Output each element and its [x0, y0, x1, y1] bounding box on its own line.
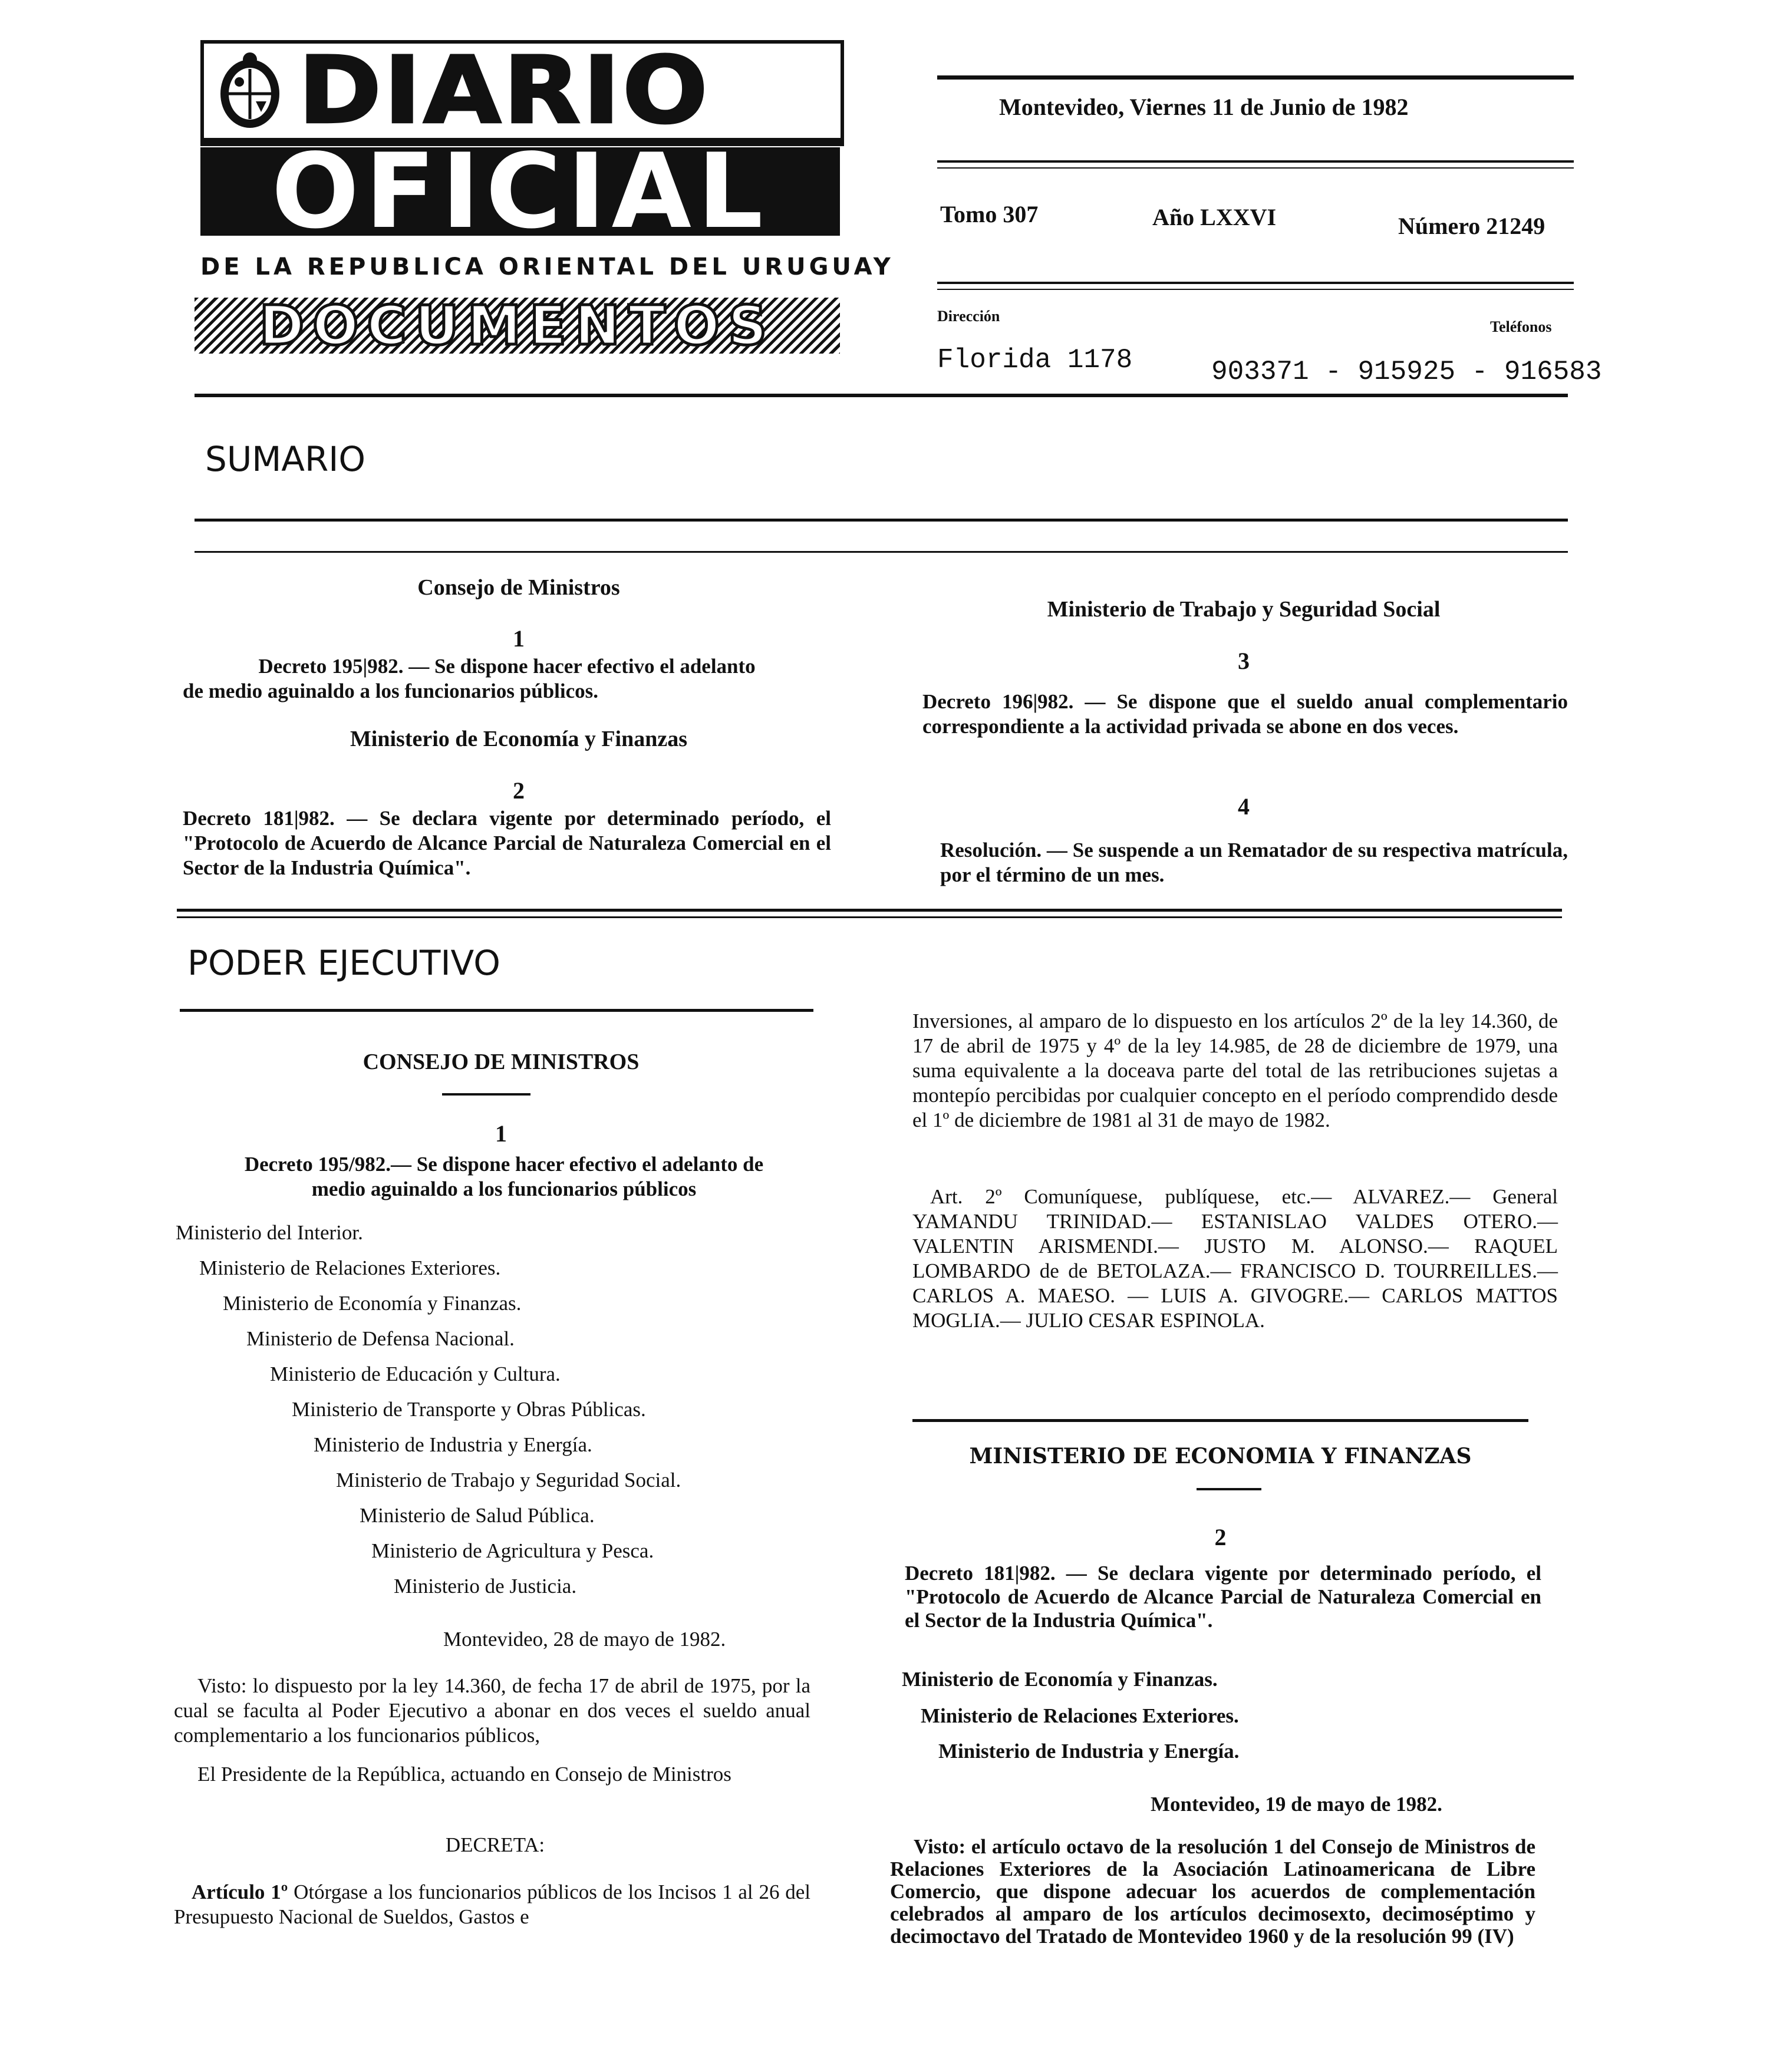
sumario-item-number: 2 — [513, 777, 525, 804]
header-telefonos-label: Teléfonos — [1490, 318, 1552, 335]
decreto-fecha: Montevideo, 28 de mayo de 1982. — [443, 1628, 726, 1651]
articulo-1-continuacion: Inversiones, al amparo de lo dispuesto en los artículos 2º de la ley 14.360, de 17 de abril de 1975 y 4º de la ley 14.985, de 28 de diciembre de 1979, una suma equivalente a la doceava parte del total de las retribuciones sujetas a montepío percibidas por cualquier concepto en el período comprendido desde el 1º de diciembre de 1981 al 31 de mayo de 1982. — [912, 1009, 1558, 1131]
ministerio-firmante: Ministerio de Educación y Cultura. — [270, 1362, 561, 1385]
header-date: Montevideo, Viernes 11 de Junio de 1982 — [999, 94, 1409, 120]
masthead-title-oficial: OFICIAL — [271, 131, 769, 252]
masthead-diario — [200, 37, 844, 146]
masthead-subtitle: DE LA REPUBLICA ORIENTAL DEL URUGUAY — [200, 253, 894, 281]
section-rule — [180, 1009, 813, 1012]
sumario-item-1-line2: de medio aguinaldo a los funcionarios públicos. — [183, 679, 599, 702]
decreto-presidente: El Presidente de la República, actuando en Consejo de Ministros — [197, 1763, 731, 1786]
header-telefonos: 903371 - 915925 - 916583 — [1211, 357, 1602, 387]
sumario-heading-trabajo: Ministerio de Trabajo y Seguridad Social — [1047, 597, 1441, 622]
sumario-item-1-line1: Decreto 195|982. — Se dispone hacer efectivo el adelanto — [258, 655, 756, 678]
masthead-section-banner — [195, 293, 840, 357]
header-tomo: Tomo 307 — [940, 201, 1039, 227]
header-rule — [937, 282, 1574, 284]
sumario-item-4: Resolución. — Se suspende a un Rematador de su respectiva matrícula, por el término de un mes. — [940, 839, 1568, 886]
consejo-heading: CONSEJO DE MINISTROS — [362, 1050, 640, 1074]
header-numero: Número 21249 — [1398, 213, 1545, 239]
articulo-1-text: Otórgase a los funcionarios públicos de los Incisos 1 al 26 del Presupuesto Nacional de Sueldos, Gastos e — [174, 1880, 810, 1928]
ministerio-firmante: Ministerio de Industria y Energía. — [314, 1433, 592, 1456]
sumario-heading-economia: Ministerio de Economía y Finanzas — [350, 727, 688, 751]
masthead-title-diario: DIARIO — [298, 37, 710, 145]
section-rule — [912, 1419, 1528, 1422]
sumario-title: SUMARIO — [205, 439, 366, 479]
sumario-rule — [195, 519, 1568, 522]
sumario-item-3: Decreto 196|982. — Se dispone que el sueldo anual complementario correspondiente a la actividad privada se abone en dos veces. — [922, 690, 1568, 738]
sumario-heading-consejo: Consejo de Ministros — [417, 575, 620, 600]
sumario-top-rule — [195, 394, 1568, 397]
decreto-articulo-2 — [912, 1185, 1558, 1333]
economia-fecha: Montevideo, 19 de mayo de 1982. — [1151, 1793, 1442, 1816]
decreto-visto: Visto: lo dispuesto por la ley 14.360, de fecha 17 de abril de 1975, por la cual se faculta al Poder Ejecutivo a abonar en dos veces el sueldo anual complementario a los funcionarios públicos, — [174, 1674, 810, 1747]
sumario-item-number: 3 — [1238, 648, 1250, 674]
ministerio-firmante: Ministerio de Economía y Finanzas. — [902, 1668, 1218, 1691]
ministerio-firmante: Ministerio de Transporte y Obras Públicas. — [292, 1398, 646, 1421]
economia-heading: MINISTERIO DE ECONOMIA Y FINANZAS — [969, 1444, 1472, 1469]
header-rule — [937, 167, 1574, 169]
decreto-number: 1 — [495, 1120, 507, 1147]
heading-underline — [442, 1093, 530, 1096]
decreto-title-line2: medio aguinaldo a los funcionarios públicos — [311, 1177, 697, 1200]
articulo-2-text: Comuníquese, publíquese, etc.— ALVAREZ.— General YAMANDU TRINIDAD.— ESTANISLAO VALDES OTERO.— VALENTIN ARISMENDI.— JUSTO M. ALONSO.— RAQUEL LOMBARDO de de BETOLAZA.— FRANCISCO D. TOURREILLES.— CARLOS A. MAESO. — LUIS A. GIVOGRE.— CARLOS MATTOS MOGLIA.— JULIO CESAR ESPINOLA. — [912, 1185, 1558, 1332]
articulo-2-label: Art. 2º — [930, 1185, 1002, 1208]
coat-of-arms-icon — [215, 51, 285, 131]
decreto-decreta: DECRETA: — [445, 1833, 545, 1856]
decreto-title — [177, 1152, 831, 1202]
ministerio-firmante: Ministerio de Defensa Nacional. — [246, 1327, 515, 1350]
ministerio-firmante: Ministerio de Agricultura y Pesca. — [371, 1539, 654, 1562]
articulo-1-label: Artículo 1º — [192, 1880, 288, 1903]
ministerio-firmante: Ministerio de Economía y Finanzas. — [223, 1292, 522, 1315]
masthead-oficial — [200, 131, 840, 252]
header-rule — [937, 160, 1574, 163]
header-rule — [937, 289, 1574, 290]
header-direccion: Florida 1178 — [937, 345, 1133, 375]
sumario-rule — [195, 551, 1568, 553]
heading-underline — [1197, 1488, 1261, 1490]
economia-visto: Visto: el artículo octavo de la resolución 1 del Consejo de Ministros de Relaciones Exteriores de la Asociación Latinoamericana de Libre Comercio, que dispone adecuar los acuerdos de complementación celebrados al amparo de los artículos decimosexto, decimoséptimo y decimoctavo del Tratado de Montevideo 1960 y de la resolución 99 (IV) — [890, 1835, 1535, 1948]
ministerio-firmante: Ministerio de Trabajo y Seguridad Social. — [336, 1469, 681, 1492]
sumario-item-1 — [183, 654, 831, 704]
ministerio-firmante: Ministerio de Salud Pública. — [360, 1504, 595, 1527]
header-rule — [937, 75, 1574, 80]
ministerio-firmante: Ministerio de Relaciones Exteriores. — [921, 1704, 1239, 1727]
sumario-bottom-rule — [177, 909, 1562, 912]
masthead-section-title: DOCUMENTOS — [259, 293, 776, 357]
decreto-number: 2 — [1214, 1524, 1227, 1550]
ministerio-firmante: Ministerio de Justicia. — [394, 1575, 577, 1598]
ministerio-firmante: Ministerio de Industria y Energía. — [938, 1740, 1240, 1763]
header-anio: Año LXXVI — [1152, 204, 1277, 230]
header-direccion-label: Dirección — [937, 308, 1000, 325]
poder-ejecutivo-title: PODER EJECUTIVO — [187, 943, 500, 983]
sumario-item-2: Decreto 181|982. — Se declara vigente por determinado período, el "Protocolo de Acuerdo de Alcance Parcial de Naturaleza Comercial en el Sector de la Industria Química". — [183, 807, 831, 879]
sumario-item-number: 1 — [513, 625, 525, 652]
sumario-bottom-rule — [177, 916, 1562, 918]
decreto-articulo-1 — [174, 1880, 810, 1929]
decreto-title-line1: Decreto 195/982.— Se dispone hacer efectivo el adelanto de — [244, 1153, 764, 1176]
ministerio-firmante: Ministerio de Relaciones Exteriores. — [199, 1256, 501, 1279]
sumario-item-number: 4 — [1238, 793, 1250, 820]
economia-decreto: Decreto 181|982. — Se declara vigente por determinado período, el "Protocolo de Acuerdo de Alcance Parcial de Naturaleza Comercial en el Sector de la Industria Química". — [905, 1562, 1541, 1632]
ministerio-firmante: Ministerio del Interior. — [176, 1221, 363, 1244]
